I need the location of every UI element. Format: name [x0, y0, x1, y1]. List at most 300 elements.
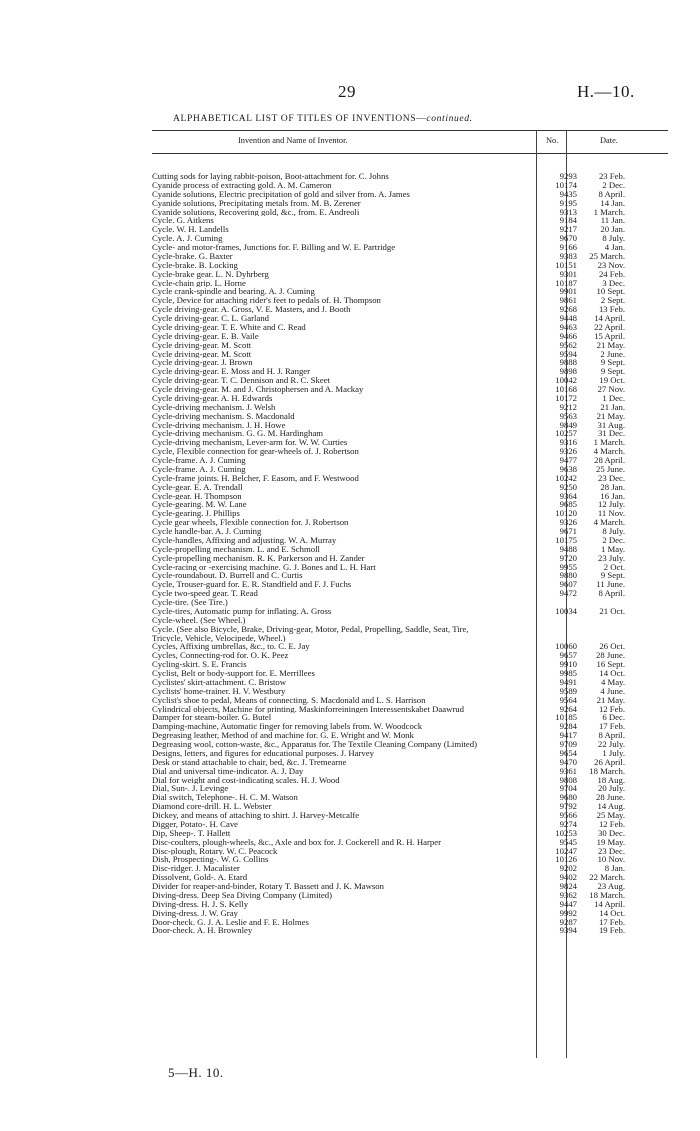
patent-number: 9670 — [559, 233, 577, 244]
patent-number: 10185 — [555, 712, 577, 723]
table-row — [152, 394, 672, 403]
invention-title: Cycle, Device for attaching rider's feet to pedals of. H. Thompson — [152, 296, 381, 306]
invention-title: Cyclists' home-trainer. H. V. Westbury — [152, 686, 286, 696]
table-row — [152, 208, 672, 217]
patent-number: 9463 — [559, 321, 577, 332]
patent-number: 9671 — [559, 526, 577, 536]
heading-main: ALPHABETICAL LIST OF TITLES OF INVENTIONS— — [173, 113, 427, 124]
invention-title: Cyanide solutions, Recovering gold, &c., from. E. Andreoli — [152, 207, 360, 217]
filing-date: 20 July. — [598, 783, 625, 794]
invention-title: Door-check. G. J. A. Leslie and F. E. Holmes — [152, 917, 309, 927]
invention-title: Cycle, Flexible connection for gear-wheels of. J. Robertson — [152, 447, 359, 456]
invention-title: Cycle-gearing. M. W. Lane — [152, 500, 247, 510]
patent-number: 9792 — [559, 801, 577, 812]
table-row — [152, 589, 672, 598]
table-row — [152, 385, 672, 394]
invention-title: Cyclist's shoe to pedal, Means of connecting. S. Macdonald and L. S. Harrison — [152, 695, 426, 705]
filing-date: 1 May. — [600, 543, 625, 554]
filing-date: 2 Sept. — [600, 295, 625, 306]
invention-title: Divider for reaper-and-binder, Rotary T. Bassett and J. K. Mawson — [152, 882, 384, 891]
filing-date: 1 July. — [602, 747, 625, 758]
patent-number: 9217 — [559, 224, 577, 235]
patent-number: 9466 — [559, 330, 577, 341]
patent-number: 9477 — [559, 455, 577, 465]
column-header-date: Date. — [600, 136, 618, 145]
table-row — [152, 926, 672, 935]
table-row — [152, 474, 672, 483]
filing-date: 31 Dec. — [597, 428, 625, 439]
filing-date: 22 July. — [598, 739, 625, 749]
table-row — [152, 287, 672, 296]
patent-number: 9394 — [559, 925, 577, 936]
patent-number: 9657 — [559, 650, 577, 661]
invention-title: Cyanide solutions, Precipitating metals from. M. B. Zerener — [152, 198, 361, 208]
patent-number: 9316 — [559, 437, 577, 448]
table-row — [152, 332, 672, 341]
table-row — [152, 279, 672, 288]
filing-date: 23 Dec. — [597, 472, 625, 483]
table-row — [152, 483, 672, 492]
invention-title: Cycle-wheel. (See Wheel.) — [152, 615, 246, 625]
invention-title: Cycle-propelling mechanism. L. and E. Schmoll — [152, 544, 320, 554]
patent-number: 9888 — [559, 357, 577, 368]
patent-number: 9808 — [559, 774, 577, 785]
invention-title: Cycle driving-gear. M. Scott — [152, 349, 252, 359]
invention-title: Cycle. G. Aitkens — [152, 216, 214, 226]
table-row — [152, 252, 672, 261]
invention-title: Dial and universal time-indicator. A. J. Day — [152, 766, 304, 776]
filing-date: 19 Feb. — [598, 925, 625, 936]
patent-number: 10187 — [555, 277, 577, 288]
filing-date: 21 May. — [596, 694, 625, 705]
filing-date: 2 June. — [600, 348, 625, 359]
table-row — [152, 767, 672, 776]
filing-date: 14 Oct. — [599, 907, 625, 918]
filing-date: 4 March. — [593, 517, 625, 528]
invention-title: Cycle- and motor-frames, Junctions for. F. Billing and W. E. Partridge — [152, 243, 396, 252]
invention-title: Cycle-driving mechanism. S. Macdonald — [152, 411, 295, 421]
filing-date: 13 Feb. — [598, 304, 625, 315]
invention-title: Cycle-gear. E. A. Trendall — [152, 482, 243, 492]
patent-number: 10247 — [555, 845, 577, 856]
patent-number: 9202 — [559, 863, 577, 874]
table-header-rule — [152, 153, 668, 154]
table-row — [152, 918, 672, 927]
invention-title: Cycle-racing or -exercising machine. G. J. Bones and L. H. Hart — [152, 562, 376, 572]
invention-title: Cycle-driving mechanism, Lever-arm for. W. W. Curties — [152, 438, 348, 448]
table-row — [152, 500, 672, 509]
invention-title: Degreasing leather, Method of and machine for. G. E. Wright and W. Monk — [152, 731, 414, 740]
page-number: 29 — [338, 82, 356, 101]
table-row — [152, 784, 672, 793]
patent-number: 9264 — [559, 703, 577, 714]
patent-number: 9564 — [559, 694, 577, 705]
table-row — [152, 687, 672, 696]
invention-title: Tricycle, Vehicle, Velocipede, Wheel.) — [152, 633, 286, 643]
filing-date: 31 Aug. — [597, 419, 625, 430]
column-header-invention: Invention and Name of Inventor. — [238, 136, 348, 145]
filing-date: 2 Dec. — [602, 534, 625, 545]
patent-number: 9566 — [559, 810, 577, 820]
filing-date: 30 Dec. — [597, 827, 625, 838]
patent-number: 9654 — [559, 747, 577, 758]
table-row — [152, 909, 672, 918]
patent-number: 9447 — [559, 898, 577, 909]
patent-number: 10120 — [555, 508, 577, 519]
filing-date: 28 April. — [594, 455, 625, 465]
patent-number: 9709 — [559, 739, 577, 749]
table-row — [152, 731, 672, 740]
invention-title: Digger, Potato-. H. Cave — [152, 819, 239, 829]
filing-date: 4 Jan. — [604, 242, 625, 252]
table-row — [152, 669, 672, 678]
invention-title: Cylindrical objects, Machine for printing. Maskinforreiningen Interessentskabet Daawrud — [152, 704, 464, 714]
patent-number: 9685 — [559, 499, 577, 510]
table-header — [152, 130, 668, 153]
table-row — [152, 492, 672, 501]
invention-title: Cycle crank-spindle and bearing. A. J. Cuming — [152, 287, 315, 297]
invention-title: Cycle two-speed gear. T. Read — [152, 589, 258, 598]
patent-number: 9195 — [559, 197, 577, 208]
invention-title: Cycle driving-gear. A. Gross, V. E. Masters, and J. Booth — [152, 305, 351, 314]
invention-title: Cycle-gearing. J. Phillips — [152, 509, 240, 519]
invention-title: Diving-dress. Deep Sea Diving Company (Limited) — [152, 890, 332, 900]
filing-date: 21 May. — [596, 339, 625, 350]
invention-title: Degreasing wool, cotton-waste, &c., Apparatus for. The Textile Cleaning Company (Limited) — [152, 740, 478, 749]
invention-title: Cyclistes' skirt-attachment. C. Bristow — [152, 677, 287, 687]
patent-number: 9861 — [559, 295, 577, 306]
patent-number: 9562 — [559, 339, 577, 350]
patent-number: 9704 — [559, 783, 577, 794]
table-row — [152, 873, 672, 882]
filing-date: 28 June. — [596, 792, 625, 803]
filing-date: 8 July. — [602, 526, 625, 536]
invention-title: Dish, Prospecting-. W. G. Collins — [152, 855, 269, 865]
filing-date: 1 March. — [593, 437, 625, 448]
invention-title: Cycle handle-bar. A. J. Cuming — [152, 527, 262, 536]
table-row — [152, 225, 672, 234]
table-row — [152, 421, 672, 430]
filing-date: 11 June. — [596, 579, 625, 590]
patent-number: 9992 — [559, 907, 577, 918]
table-row — [152, 296, 672, 305]
invention-title: Cycle-brake. B. Locking — [152, 260, 238, 270]
patent-number: 9435 — [559, 188, 577, 199]
invention-title: Cycle-brake gear. L. N. Dyhrberg — [152, 269, 269, 279]
filing-date: 9 Sept. — [600, 357, 625, 368]
table-row — [152, 847, 672, 856]
list-heading — [173, 113, 473, 124]
invention-title: Dial, Sun-. J. Levinge — [152, 784, 229, 794]
filing-date: 2 Oct. — [603, 561, 625, 572]
invention-title: Diving-dress. H. J. S. Kelly — [152, 899, 249, 909]
invention-title: Cycle-gear. H. Thompson — [152, 491, 242, 501]
patent-number: 9898 — [559, 366, 577, 377]
invention-title: Cycle, Trouser-guard for. E. R. Standfield and F. J. Fuchs — [152, 580, 352, 590]
invention-title: Cycles, Affixing umbrellas, &c., to. C. E. Jay — [152, 642, 310, 652]
patent-number: 9720 — [559, 552, 577, 563]
invention-title: Cyanide solutions, Electric precipitation of gold and silver from. A. James — [152, 189, 410, 199]
patent-number: 9488 — [559, 543, 577, 554]
invention-title: Cyanide process of extracting gold. A. M. Cameron — [152, 180, 332, 190]
invention-title: Designs, letters, and figures for educational purposes. J. Harvey — [152, 748, 374, 758]
patent-number: 10151 — [555, 259, 577, 270]
invention-title: Cycle-frame. A. J. Cuming — [152, 464, 246, 474]
table-row — [152, 642, 672, 651]
patent-number: 9364 — [559, 490, 577, 501]
filing-date: 22 March. — [589, 872, 625, 883]
filing-date: 14 April. — [594, 313, 625, 323]
invention-title: Cycles, Connecting-rod for. O. K. Peez — [152, 651, 289, 661]
table-row — [152, 341, 672, 350]
filing-date: 1 Dec. — [602, 392, 625, 403]
invention-title: Cycle. A. J. Cuming — [152, 234, 223, 243]
patent-number: 9166 — [559, 242, 577, 252]
invention-title: Cycle-roundabout. D. Burrell and C. Curtis — [152, 571, 303, 581]
table-row — [152, 456, 672, 465]
patent-number: 10257 — [555, 428, 577, 439]
filing-date: 8 Jan. — [604, 863, 625, 874]
table-row — [152, 367, 672, 376]
patent-number: 9594 — [559, 348, 577, 359]
invention-title: Cycle-frame. A. J. Cuming — [152, 456, 246, 465]
patent-number: 9313 — [559, 206, 577, 217]
table-row — [152, 900, 672, 909]
filing-date: 15 April. — [594, 330, 625, 341]
filing-date: 8 April. — [598, 588, 625, 599]
invention-title: Cycle-driving mechanism. G. G. M. Hardingham — [152, 429, 324, 439]
patent-number: 9472 — [559, 588, 577, 599]
invention-title: Diving-dress. J. W. Gray — [152, 908, 238, 918]
filing-date: 19 Oct. — [599, 375, 625, 386]
invention-title: Dickey, and means of attaching to shirt. J. Harvey-Metcalfe — [152, 811, 360, 820]
table-row — [152, 234, 672, 243]
invention-title: Cycling-skirt. S. E. Francis — [152, 660, 247, 669]
patent-number: 9417 — [559, 730, 577, 741]
invention-title: Cycle driving-gear. T. E. White and C. Read — [152, 322, 306, 332]
column-header-no: No. — [546, 136, 559, 145]
table-row — [152, 216, 672, 225]
patent-number: 9287 — [559, 916, 577, 927]
patent-number: 9545 — [559, 836, 577, 847]
filing-date: 4 May. — [600, 676, 625, 687]
table-row — [152, 802, 672, 811]
invention-title: Cycle. W. H. Landells — [152, 225, 229, 235]
filing-date: 16 Jan. — [600, 490, 625, 501]
filing-date: 12 Feb. — [598, 818, 625, 829]
patent-number: 9470 — [559, 756, 577, 767]
patent-number: 9849 — [559, 419, 577, 430]
table-row — [152, 811, 672, 820]
patent-number: 9362 — [559, 889, 577, 900]
filing-date: 8 April. — [598, 188, 625, 199]
table-row — [152, 634, 672, 643]
filing-date: 4 June. — [600, 685, 625, 696]
patent-number: 9563 — [559, 410, 577, 421]
filing-date: 14 Oct. — [599, 668, 625, 678]
table-row — [152, 776, 672, 785]
patent-number: 9985 — [559, 668, 577, 678]
filing-date: 1 March. — [593, 206, 625, 217]
invention-title: Dissolvent, Gold-. A. Etard — [152, 873, 248, 882]
invention-title: Cycle driving-gear. J. Brown — [152, 358, 253, 368]
filing-date: 3 Dec. — [602, 277, 625, 288]
patent-number: 10174 — [555, 179, 577, 190]
table-row — [152, 527, 672, 536]
patent-number: 9326 — [559, 446, 577, 457]
table-row — [152, 598, 672, 607]
filing-date: 25 May. — [596, 810, 625, 820]
patent-number: 9184 — [559, 215, 577, 226]
filing-date: 8 July. — [602, 233, 625, 244]
table-row — [152, 696, 672, 705]
invention-title: Damper for steam-boiler. G. Butel — [152, 713, 272, 723]
patent-number: 9326 — [559, 517, 577, 528]
filing-date: 18 March. — [589, 889, 625, 900]
table-row — [152, 412, 672, 421]
patent-number: 9680 — [559, 792, 577, 803]
invention-title: Damping-machine, Automatic finger for removing labels from. W. Woodcock — [152, 722, 423, 732]
filing-date: 23 Feb. — [598, 171, 625, 181]
table-row — [152, 350, 672, 359]
filing-date: 9 Sept. — [600, 366, 625, 377]
table-row — [152, 465, 672, 474]
invention-title: Dial switch, Telephone-. H. C. M. Watson — [152, 793, 298, 803]
filing-date: 14 Jan. — [600, 197, 625, 208]
filing-date: 17 Feb. — [598, 721, 625, 732]
patent-number: 10034 — [555, 605, 577, 616]
page-reference: H.—10. — [577, 82, 635, 101]
filing-date: 12 July. — [598, 499, 625, 510]
table-row — [152, 571, 672, 580]
invention-title: Disc-coulters, plough-wheels, &c., Axle and box for. J. Cockerell and R. H. Harper — [152, 837, 442, 847]
filing-date: 25 June. — [596, 463, 625, 474]
table-row — [152, 580, 672, 589]
patent-number: 9638 — [559, 463, 577, 474]
invention-title: Cycle-driving mechanism. J. Welsh — [152, 402, 276, 412]
patent-number: 9284 — [559, 721, 577, 732]
patent-number: 9293 — [559, 171, 577, 181]
filing-date: 28 June. — [596, 650, 625, 661]
invention-title: Cycle driving-gear. T. C. Dennison and R. C. Skeet — [152, 376, 330, 385]
invention-title: Cycle driving-gear. E. Moss and H. J. Ranger — [152, 367, 311, 377]
table-row — [152, 181, 672, 190]
table-row — [152, 616, 672, 625]
filing-date: 12 Feb. — [598, 703, 625, 714]
filing-date: 21 Jan. — [600, 401, 625, 412]
filing-date: 11 Nov. — [597, 508, 625, 519]
patent-number: 10175 — [555, 534, 577, 545]
invention-title: Cycle. (See also Bicycle, Brake, Driving-gear, Motor, Pedal, Propelling, Saddle, Seat, Tire, — [152, 624, 469, 634]
filing-date: 6 Dec. — [602, 712, 625, 723]
patent-number: 10126 — [555, 854, 577, 865]
table-row — [152, 660, 672, 669]
patent-number: 10253 — [555, 827, 577, 838]
table-row — [152, 376, 672, 385]
patent-number: 9607 — [559, 579, 577, 590]
filing-date: 21 Oct. — [599, 605, 625, 616]
filing-date: 21 May. — [596, 410, 625, 421]
filing-date: 14 April. — [594, 898, 625, 909]
table-row — [152, 678, 672, 687]
table-row — [152, 518, 672, 527]
patent-number: 10242 — [555, 472, 577, 483]
invention-title: Cycle gear wheels, Flexible connection for. J. Robertson — [152, 518, 349, 527]
filing-date: 28 Jan. — [600, 481, 625, 492]
filing-date: 23 Nov. — [597, 259, 625, 270]
invention-title: Cycle driving-gear. M. and J. Christophersen and A. Mackay — [152, 385, 364, 394]
filing-date: 16 Sept. — [596, 659, 625, 670]
filing-date: 25 March. — [589, 250, 625, 261]
filing-date: 27 Nov. — [597, 384, 625, 394]
filing-date: 23 Dec. — [597, 845, 625, 856]
filing-date: 19 May. — [596, 836, 625, 847]
table-row — [152, 705, 672, 714]
patent-number: 9901 — [559, 286, 577, 297]
invention-title: Cycle driving-gear. M. Scott — [152, 340, 252, 350]
patent-number: 9910 — [559, 659, 577, 670]
table-row — [152, 545, 672, 554]
invention-title: Cycle driving-gear. C. L. Garland — [152, 314, 270, 323]
invention-title: Cycle-tire. (See Tire.) — [152, 598, 228, 607]
table-row — [152, 651, 672, 660]
signature-mark: 5—H. 10. — [168, 1065, 224, 1080]
invention-title: Door-check. A. H. Brownley — [152, 926, 253, 936]
patent-number: 9491 — [559, 676, 577, 687]
filing-date: 17 Feb. — [598, 916, 625, 927]
invention-title: Diamond core-drill. H. L. Webster — [152, 802, 272, 811]
table-row — [152, 554, 672, 563]
invention-title: Cycle-propelling mechanism. R. K. Parkerson and H. Zander — [152, 553, 365, 563]
filing-date: 11 Jan. — [600, 215, 625, 226]
patent-number: 9274 — [559, 818, 577, 829]
table-row — [152, 270, 672, 279]
inventions-table-body — [152, 172, 672, 935]
patent-number: 9212 — [559, 401, 577, 412]
filing-date: 22 April. — [594, 321, 625, 332]
filing-date: 8 April. — [598, 730, 625, 741]
patent-number: 9402 — [559, 872, 577, 883]
invention-title: Disc-ridger. J. Macalister — [152, 864, 240, 874]
invention-title: Cycle-frame joints. H. Belcher, F. Easom, and F. Westwood — [152, 473, 359, 483]
filing-date: 10 Sept. — [596, 286, 625, 297]
table-row — [152, 563, 672, 572]
invention-title: Cycle driving-gear. A. H. Edwards — [152, 393, 273, 403]
table-row — [152, 713, 672, 722]
filing-date: 4 March. — [593, 446, 625, 457]
patent-number: 9250 — [559, 481, 577, 492]
table-row — [152, 722, 672, 731]
filing-date: 18 March. — [589, 765, 625, 776]
invention-title: Dip, Sheep-. T. Hallett — [152, 828, 231, 838]
invention-title: Cyclist, Belt or body-support for. E. Merrillees — [152, 669, 315, 678]
table-row — [152, 403, 672, 412]
table-row — [152, 190, 672, 199]
patent-number: 9880 — [559, 570, 577, 581]
filing-date: 14 Aug. — [597, 801, 625, 812]
invention-title: Disc-plough, Rotary. W. C. Peacock — [152, 846, 278, 856]
invention-title: Cycle-driving mechanism. J. H. Howe — [152, 420, 286, 430]
filing-date: 2 Dec. — [602, 179, 625, 190]
invention-title: Cycle-brake. G. Baxter — [152, 251, 233, 261]
patent-number: 10042 — [555, 375, 577, 386]
filing-date: 24 Feb. — [598, 268, 625, 279]
table-row — [152, 740, 672, 749]
invention-title: Cycle-chain grip. L. Horne — [152, 278, 246, 288]
table-row — [152, 829, 672, 838]
table-row — [152, 172, 672, 181]
invention-title: Cutting sods for laying rabbit-poison, Boot-attachment for. C. Johns — [152, 172, 389, 181]
